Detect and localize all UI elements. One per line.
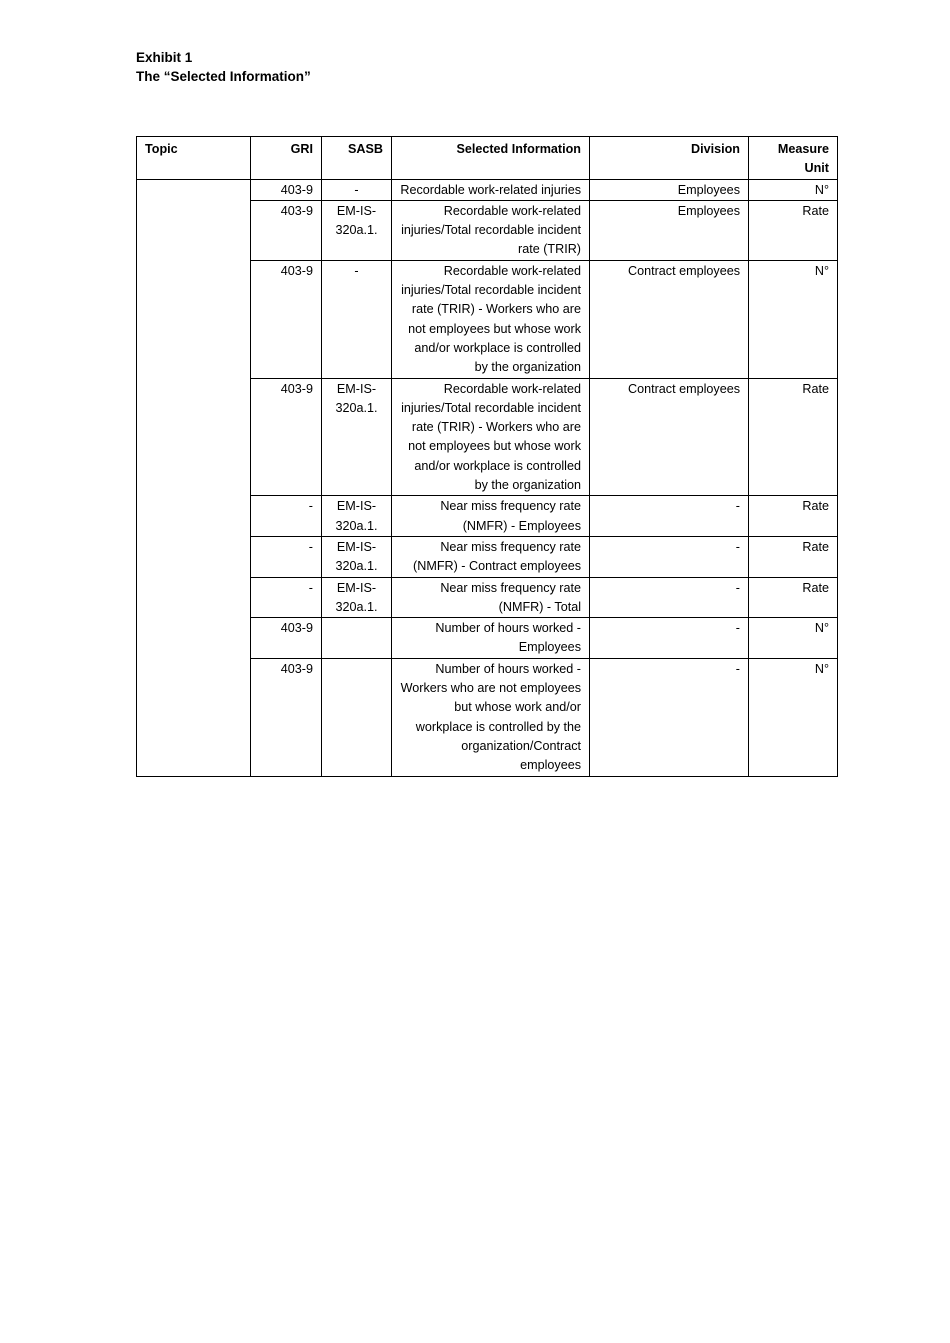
exhibit-title: The “Selected Information” <box>136 69 311 84</box>
gri-cell: - <box>251 577 322 618</box>
division-cell: Employees <box>590 179 749 200</box>
topic-cell <box>137 179 251 776</box>
gri-cell: - <box>251 536 322 577</box>
selected-information-cell: Recordable work-related injuries <box>392 179 590 200</box>
header-division: Division <box>590 137 749 180</box>
measure-unit-cell: Rate <box>749 577 838 618</box>
sasb-cell <box>322 618 392 659</box>
gri-cell: - <box>251 496 322 537</box>
exhibit-heading <box>136 48 311 86</box>
selected-information-cell: Recordable work-related injuries/Total recordable incident rate (TRIR) - Workers who are not employees but whose work and/or workplace is controlled by the organization <box>392 260 590 378</box>
selected-information-table <box>136 136 838 777</box>
measure-unit-cell: Rate <box>749 496 838 537</box>
table-body <box>137 179 838 776</box>
selected-information-cell: Near miss frequency rate (NMFR) - Contract employees <box>392 536 590 577</box>
table-header-row <box>137 137 838 180</box>
measure-unit-cell: Rate <box>749 200 838 260</box>
selected-information-cell: Number of hours worked - Workers who are not employees but whose work and/or workplace is controlled by the organization/Contract employees <box>392 658 590 776</box>
gri-cell: 403-9 <box>251 200 322 260</box>
sasb-cell: - <box>322 260 392 378</box>
division-cell: Contract employees <box>590 378 749 496</box>
gri-cell: 403-9 <box>251 260 322 378</box>
sasb-cell: - <box>322 179 392 200</box>
sasb-cell: EM-IS-320a.1. <box>322 378 392 496</box>
measure-unit-cell: Rate <box>749 378 838 496</box>
division-cell: Employees <box>590 200 749 260</box>
sasb-cell: EM-IS-320a.1. <box>322 200 392 260</box>
header-topic: Topic <box>137 137 251 180</box>
division-cell: - <box>590 496 749 537</box>
division-cell: - <box>590 577 749 618</box>
division-cell: Contract employees <box>590 260 749 378</box>
selected-information-cell: Recordable work-related injuries/Total recordable incident rate (TRIR) <box>392 200 590 260</box>
measure-unit-cell: Rate <box>749 536 838 577</box>
selected-information-cell: Number of hours worked - Employees <box>392 618 590 659</box>
gri-cell: 403-9 <box>251 378 322 496</box>
selected-information-cell: Near miss frequency rate (NMFR) - Employees <box>392 496 590 537</box>
measure-unit-cell: N° <box>749 658 838 776</box>
header-selected-information: Selected Information <box>392 137 590 180</box>
selected-information-cell: Recordable work-related injuries/Total recordable incident rate (TRIR) - Workers who are not employees but whose work and/or workplace is controlled by the organization <box>392 378 590 496</box>
division-cell: - <box>590 536 749 577</box>
sasb-cell: EM-IS-320a.1. <box>322 536 392 577</box>
sasb-cell: EM-IS-320a.1. <box>322 496 392 537</box>
sasb-cell: EM-IS-320a.1. <box>322 577 392 618</box>
header-measure-unit: Measure Unit <box>749 137 838 180</box>
measure-unit-cell: N° <box>749 179 838 200</box>
selected-information-cell: Near miss frequency rate (NMFR) - Total <box>392 577 590 618</box>
gri-cell: 403-9 <box>251 658 322 776</box>
sasb-cell <box>322 658 392 776</box>
header-gri: GRI <box>251 137 322 180</box>
gri-cell: 403-9 <box>251 179 322 200</box>
gri-cell: 403-9 <box>251 618 322 659</box>
table-row <box>137 179 838 200</box>
exhibit-label: Exhibit 1 <box>136 50 193 65</box>
measure-unit-cell: N° <box>749 260 838 378</box>
division-cell: - <box>590 658 749 776</box>
measure-unit-cell: N° <box>749 618 838 659</box>
division-cell: - <box>590 618 749 659</box>
header-sasb: SASB <box>322 137 392 180</box>
